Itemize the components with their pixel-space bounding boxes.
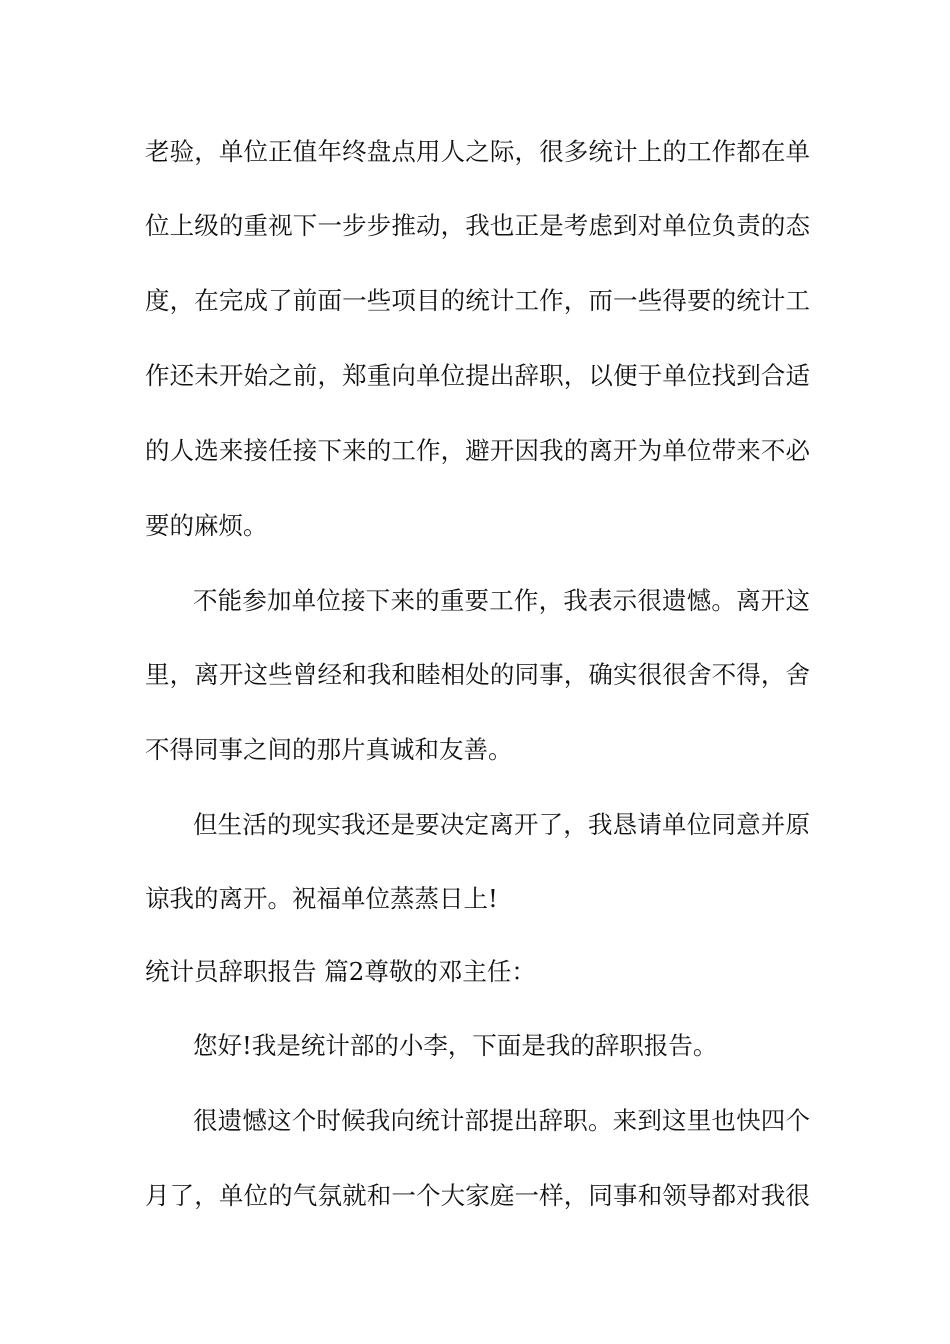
text-line-10: 但生活的现实我还是要决定离开了，我恳请单位同意并原 [193,810,810,839]
text-line-6: 要的麻烦。 [145,511,268,540]
text-line-13: 您好!我是统计部的小李，下面是我的辞职报告。 [193,1031,718,1060]
text-line-7: 不能参加单位接下来的重要工作，我表示很遗憾。离开这 [193,586,810,615]
text-line-4: 作还未开始之前，郑重向单位提出辞职，以便于单位找到合适 [145,361,810,390]
text-line-2: 位上级的重视下一步步推动，我也正是考虑到对单位负责的态 [145,211,810,240]
text-line-11: 谅我的离开。祝福单位蒸蒸日上! [145,884,498,913]
text-line-9: 不得同事之间的那片真诚和友善。 [145,735,513,764]
text-line-14: 很遗憾这个时候我向统计部提出辞职。来到这里也快四个 [193,1106,810,1135]
text-line-3: 度，在完成了前面一些项目的统计工作，而一些得要的统计工 [145,286,810,315]
text-line-8: 里，离开这些曾经和我和睦相处的同事，确实很很舍不得，舍 [145,660,810,689]
text-line-15: 月了，单位的气氛就和一个大家庭一样，同事和领导都对我很 [145,1181,810,1210]
text-line-5: 的人选来接任接下来的工作，避开因我的离开为单位带来不必 [145,436,810,465]
section-heading: 统计员辞职报告 篇2尊敬的邓主任： [145,957,536,986]
text-line-1: 老验，单位正值年终盘点用人之际，很多统计上的工作都在单 [145,137,810,166]
